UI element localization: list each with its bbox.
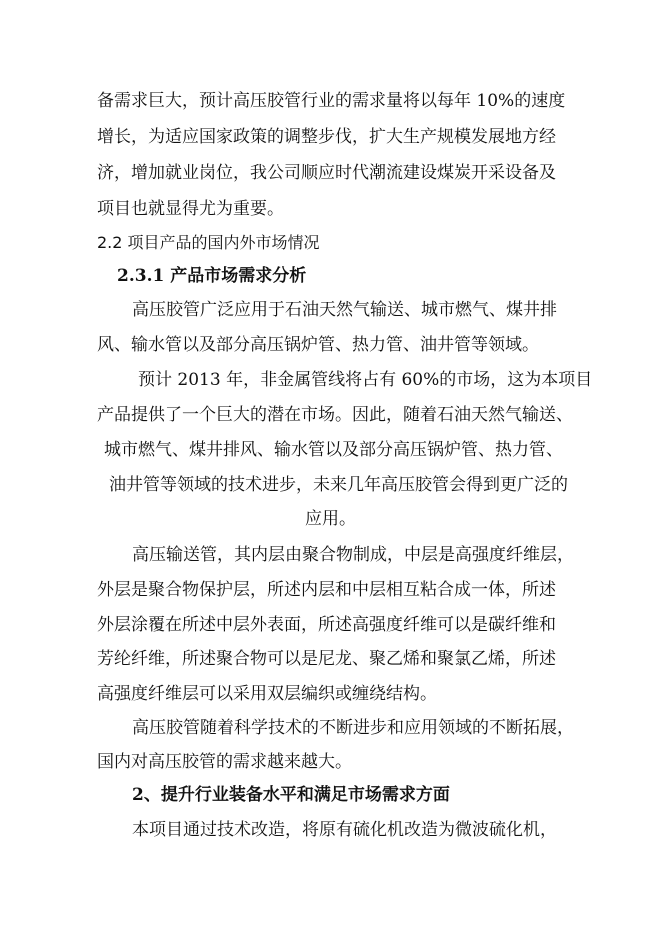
intro-line-1: 备需求巨大，预计高压胶管行业的需求量将以每年 10%的速度 <box>97 91 566 111</box>
upgrade-line-1: 本项目通过技术改造，将原有硫化机改造为微波硫化机， <box>132 820 557 840</box>
intro-line-2: 增长，为适应国家政策的调整步伐，扩大生产规模发展地方经 <box>97 127 556 147</box>
forecast-line-4: 油井管等领域的技术进步，未来几年高压胶管会得到更广泛的 <box>109 475 568 495</box>
section-2-heading: 2、提升行业装备水平和满足市场需求方面 <box>132 785 450 805</box>
structure-line-5: 高强度纤维层可以采用双层编织或缠绕结构。 <box>97 684 437 704</box>
structure-line-3: 外层涂覆在所述中层外表面，所述高强度纤维可以是碳纤维和 <box>97 615 556 635</box>
structure-line-2: 外层是聚合物保护层，所述内层和中层相互粘合成一体，所述 <box>97 580 556 600</box>
intro-line-4: 项目也就显得尤为重要。 <box>97 199 284 219</box>
intro-line-3: 济，增加就业岗位，我公司顺应时代潮流建设煤炭开采设备及 <box>97 163 556 183</box>
forecast-line-5: 应用。 <box>305 509 356 529</box>
forecast-line-3: 城市燃气、煤井排风、输水管以及部分高压锅炉管、热力管、 <box>104 440 563 460</box>
demand-line-1: 高压胶管随着科学技术的不断进步和应用领域的不断拓展， <box>132 718 574 738</box>
structure-line-4: 芳纶纤维，所述聚合物可以是尼龙、聚乙烯和聚氯乙烯，所述 <box>97 649 556 669</box>
demand-line-2: 国内对高压胶管的需求越来越大。 <box>97 752 352 772</box>
forecast-line-1: 预计 2013 年，非金属管线将占有 60%的市场，这为本项目 <box>138 370 593 390</box>
forecast-line-2: 产品提供了一个巨大的潜在市场。因此，随着石油天然气输送、 <box>97 405 573 425</box>
applications-line-1: 高压胶管广泛应用于石油天然气输送、城市燃气、煤井排 <box>132 300 557 320</box>
applications-line-2: 风、输水管以及部分高压锅炉管、热力管、油井管等领域。 <box>97 335 539 355</box>
section-2-2-heading: 2.2 项目产品的国内外市场情况 <box>97 233 320 252</box>
section-2-3-1-heading: 2.3.1 产品市场需求分析 <box>117 266 307 286</box>
structure-line-1: 高压输送管，其内层由聚合物制成，中层是高强度纤维层， <box>132 545 574 565</box>
